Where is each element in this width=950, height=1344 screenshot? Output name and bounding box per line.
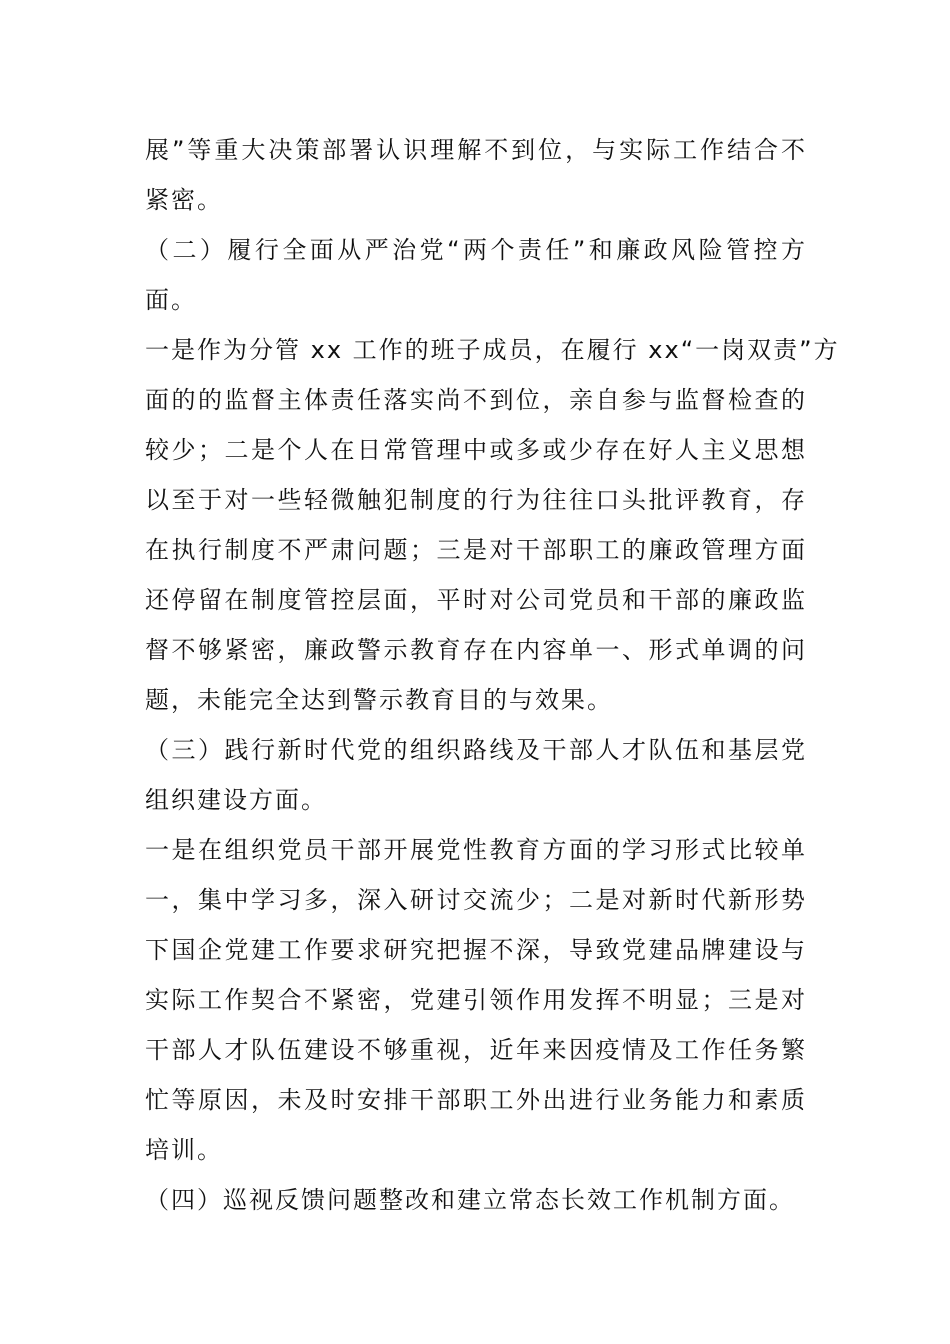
text-line: 在执行制度不严肃问题；三是对干部职工的廉政管理方面 <box>145 536 807 564</box>
document-body <box>145 125 840 1225</box>
text-line: 督不够紧密，廉政警示教育存在内容单一、形式单调的问 <box>145 636 807 664</box>
text-line: 培训。 <box>145 1136 223 1164</box>
text-line: 题，未能完全达到警示教育目的与效果。 <box>145 686 613 714</box>
text-line: （二）履行全面从严治党“两个责任”和廉政风险管控方 <box>145 236 807 264</box>
text-line: 还停留在制度管控层面，平时对公司党员和干部的廉政监 <box>145 586 807 614</box>
text-line: 一是在组织党员干部开展党性教育方面的学习形式比较单 <box>145 836 807 864</box>
text-line: 较少；二是个人在日常管理中或多或少存在好人主义思想 <box>145 436 807 464</box>
text-line: 以至于对一些轻微触犯制度的行为往往口头批评教育，存 <box>145 486 807 514</box>
paragraph <box>145 225 807 325</box>
text-line: 一，集中学习多，深入研讨交流少；二是对新时代新形势 <box>145 886 807 914</box>
paragraph <box>145 325 840 725</box>
text-line: 实际工作契合不紧密，党建引领作用发挥不明显；三是对 <box>145 986 807 1014</box>
paragraph <box>145 725 807 825</box>
paragraph <box>145 125 807 225</box>
text-line: 紧密。 <box>145 186 223 214</box>
text-line: （三）践行新时代党的组织路线及干部人才队伍和基层党 <box>145 736 807 764</box>
text-line: 组织建设方面。 <box>145 786 327 814</box>
text-line: 展”等重大决策部署认识理解不到位，与实际工作结合不 <box>145 136 807 164</box>
text-line: （四）巡视反馈问题整改和建立常态长效工作机制方面。 <box>145 1186 795 1214</box>
text-line: 忙等原因，未及时安排干部职工外出进行业务能力和素质 <box>145 1086 807 1114</box>
text-line: 面。 <box>145 286 197 314</box>
text-line: 干部人才队伍建设不够重视，近年来因疫情及工作任务繁 <box>145 1036 807 1064</box>
text-line: 下国企党建工作要求研究把握不深，导致党建品牌建设与 <box>145 936 807 964</box>
text-line: 一是作为分管 xx 工作的班子成员，在履行 xx“一岗双责”方 <box>145 336 840 364</box>
text-line: 面的的监督主体责任落实尚不到位，亲自参与监督检查的 <box>145 386 807 414</box>
paragraph <box>145 825 807 1175</box>
paragraph <box>145 1175 807 1225</box>
